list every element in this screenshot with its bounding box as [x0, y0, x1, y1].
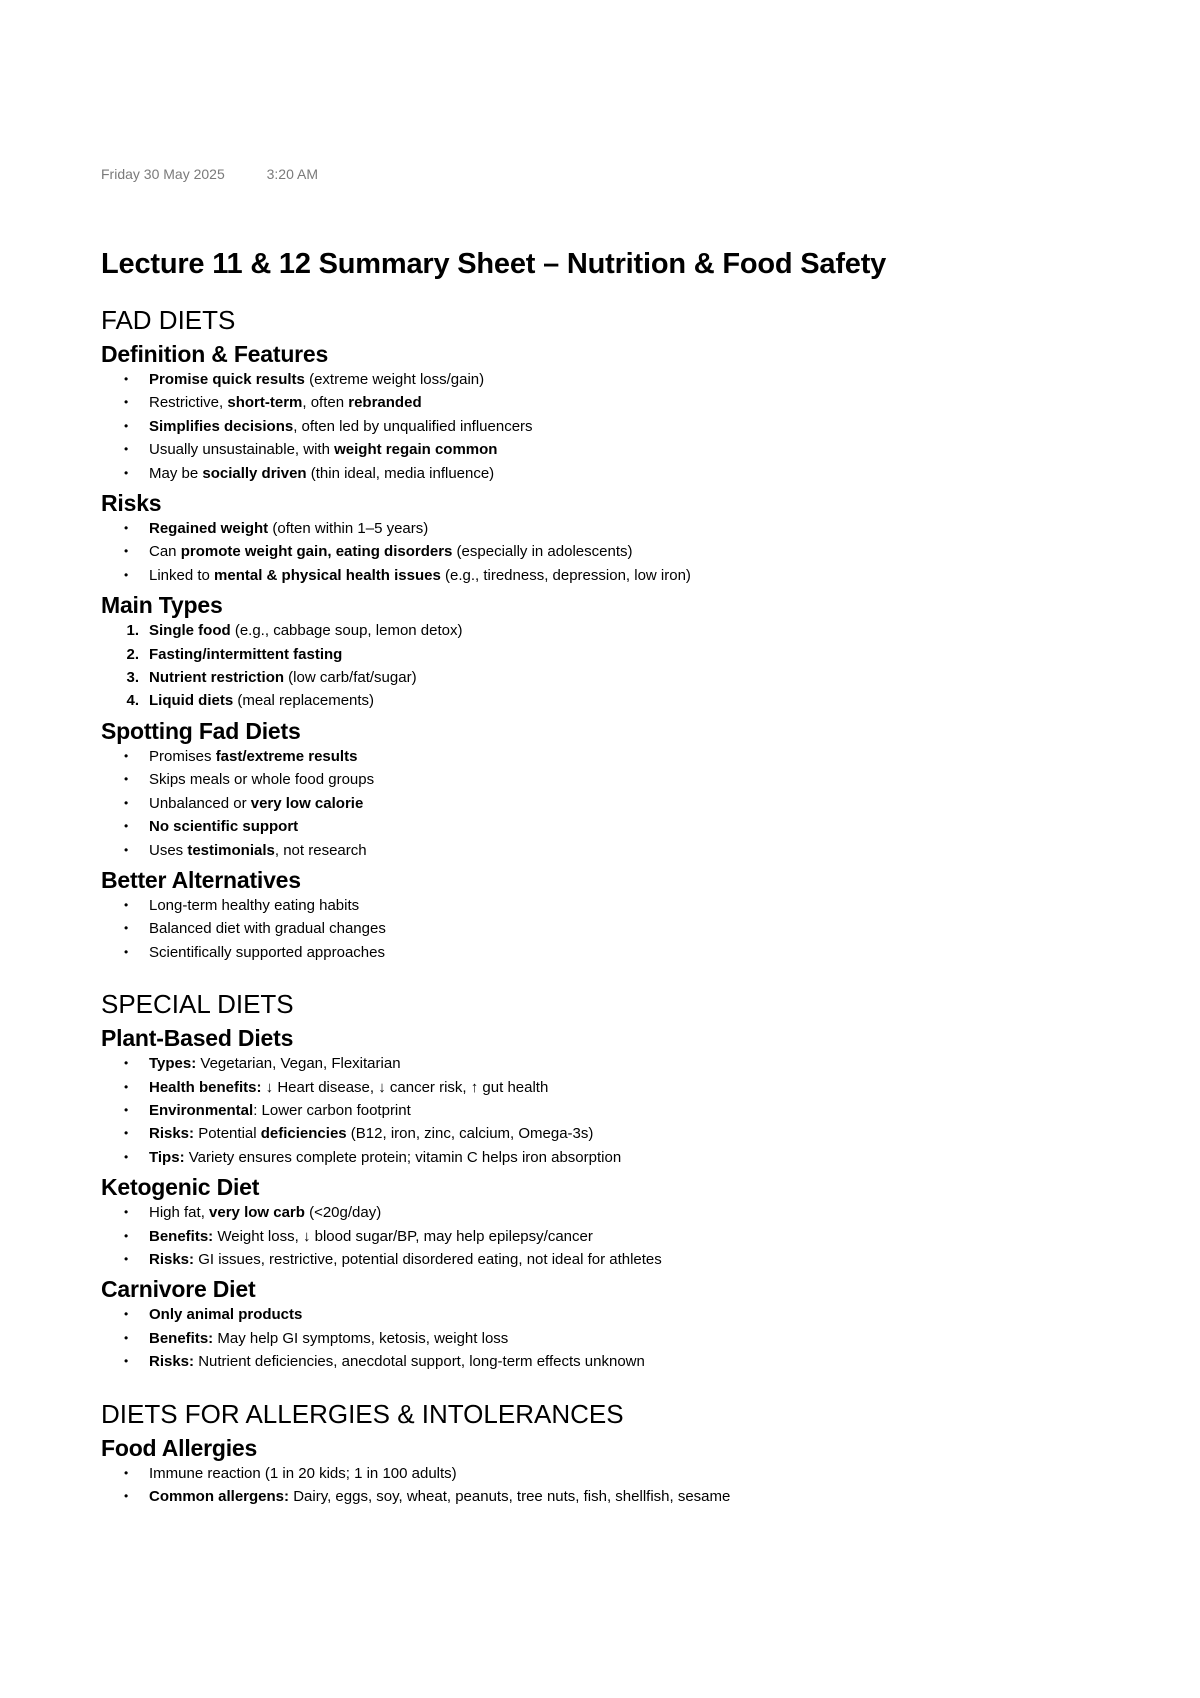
bold-text: very low calorie [250, 794, 364, 812]
document-page [101, 164, 1141, 1508]
item-text: (thin ideal, media influence) [306, 464, 495, 482]
bullet-icon: • [124, 1489, 129, 1503]
subheading-main-types: Main Types [101, 592, 223, 619]
item-text: , often [302, 394, 349, 412]
bullet-icon: • [124, 819, 129, 834]
bullet-icon: • [124, 944, 129, 959]
bullet-list [101, 368, 1141, 485]
list-number: 2. [126, 645, 139, 663]
bullet-icon: • [124, 1149, 129, 1164]
bullet-icon: • [124, 1056, 129, 1071]
bold-text: Types: [149, 1055, 197, 1073]
list-item [101, 894, 1141, 917]
subheading-ketogenic-diet: Ketogenic Diet [101, 1174, 260, 1201]
list-number: 3. [126, 669, 139, 687]
item-text: Weight loss, ↓ blood sugar/BP, may help epilepsy/cancer [213, 1227, 593, 1245]
bullet-icon: • [124, 1330, 129, 1345]
list-item [101, 689, 1141, 712]
item-text: Can [149, 543, 181, 561]
bold-text: Simplifies decisions [149, 417, 294, 435]
list-item [101, 1099, 1141, 1122]
item-text: (<20g/day) [304, 1204, 382, 1222]
bold-text: deficiencies [260, 1125, 347, 1143]
bold-text: Risks: [149, 1125, 195, 1143]
list-item [101, 941, 1141, 964]
list-item [101, 368, 1141, 391]
subheading-carnivore-diet: Carnivore Diet [101, 1276, 256, 1303]
bold-text: Regained weight [149, 520, 269, 538]
item-text: High fat, [149, 1204, 210, 1222]
item-text: Promises [149, 747, 216, 765]
item-text: Dairy, eggs, soy, wheat, peanuts, tree nuts, fish, shellfish, sesame [289, 1488, 731, 1505]
item-text: (e.g., tiredness, depression, low iron) [440, 566, 691, 584]
bold-text: Health benefits: [149, 1078, 262, 1096]
bold-text: Fasting/intermittent fasting [149, 645, 343, 663]
bullet-icon: • [124, 1102, 129, 1117]
item-text: Vegetarian, Vegan, Flexitarian [196, 1055, 401, 1073]
bullet-list [101, 517, 1141, 587]
item-text: (especially in adolescents) [452, 543, 633, 561]
bold-text: very low carb [209, 1204, 305, 1222]
item-text: (B12, iron, zinc, calcium, Omega-3s) [346, 1125, 594, 1143]
item-text: Usually unsustainable, with [149, 441, 335, 459]
subheading-spotting-fad-diets: Spotting Fad Diets [101, 717, 301, 744]
page-time: 3:20 AM [266, 166, 318, 182]
item-text: (meal replacements) [233, 692, 375, 710]
bold-text: Common allergens: [149, 1488, 290, 1505]
item-text: Balanced diet with gradual changes [149, 920, 386, 938]
bold-text: Risks: [149, 1250, 195, 1268]
numbered-list [101, 619, 1141, 713]
list-item [101, 438, 1141, 461]
list-item [101, 1303, 1141, 1326]
bold-text: promote weight gain, eating disorders [180, 543, 453, 561]
bullet-icon: • [124, 842, 129, 857]
page-date: Friday 30 May 2025 [101, 166, 225, 182]
bullet-list [101, 894, 1141, 964]
subheading-food-allergies: Food Allergies [101, 1434, 258, 1461]
page-title: Lecture 11 & 12 Summary Sheet – Nutrition & Food Safety [101, 248, 887, 280]
list-item [101, 462, 1141, 485]
bullet-icon: • [124, 1465, 129, 1480]
bullet-icon: • [124, 1126, 129, 1141]
list-item [101, 815, 1141, 838]
list-item [101, 917, 1141, 940]
bold-text: socially driven [202, 464, 307, 482]
subheading-plant-based-diets: Plant-Based Diets [101, 1025, 294, 1052]
list-item [101, 1327, 1141, 1350]
item-text: ↓ Heart disease, ↓ cancer risk, ↑ gut health [261, 1078, 549, 1096]
bullet-icon: • [124, 418, 129, 433]
list-item [101, 1076, 1141, 1099]
item-text: Uses [149, 841, 188, 859]
list-item [101, 1201, 1141, 1224]
list-item [101, 745, 1141, 768]
list-item [101, 391, 1141, 414]
list-item [101, 1350, 1141, 1373]
subheading-definition-features: Definition & Features [101, 341, 329, 367]
bold-text: Single food [149, 622, 231, 640]
item-text: Skips meals or whole food groups [149, 771, 375, 789]
list-item [101, 1052, 1141, 1075]
item-text: (e.g., cabbage soup, lemon detox) [230, 622, 463, 640]
bold-text: Benefits: [149, 1329, 214, 1347]
bullet-icon: • [124, 465, 129, 480]
bold-text: fast/extreme results [215, 747, 358, 765]
section-heading-fad-diets: FAD DIETS [101, 305, 236, 335]
bold-text: mental & physical health issues [214, 566, 441, 584]
list-item [101, 768, 1141, 791]
bold-text: Risks: [149, 1353, 195, 1371]
bullet-list [101, 1462, 1141, 1509]
bullet-icon: • [124, 1307, 129, 1322]
item-text: Potential [194, 1125, 261, 1143]
item-text: , not research [274, 841, 367, 859]
bold-text: Nutrient restriction [149, 669, 285, 687]
bullet-icon: • [124, 921, 129, 936]
item-text: (low carb/fat/sugar) [284, 669, 417, 687]
list-item [101, 619, 1141, 642]
item-text: Immune reaction (1 in 20 kids; 1 in 100 adults) [149, 1464, 457, 1482]
list-item [101, 1462, 1141, 1485]
bold-text: Tips: [149, 1148, 185, 1166]
bullet-list [101, 745, 1141, 862]
bullet-icon: • [124, 567, 129, 582]
list-item [101, 415, 1141, 438]
item-text: Restrictive, [149, 394, 228, 412]
bullet-icon: • [124, 1205, 129, 1220]
bullet-icon: • [124, 795, 129, 810]
list-item [101, 666, 1141, 689]
bold-text: Promise quick results [149, 371, 305, 388]
list-item [101, 1485, 1141, 1508]
bullet-icon: • [124, 521, 129, 536]
item-text: Nutrient deficiencies, anecdotal support, long-term effects unknown [194, 1353, 645, 1371]
bullet-list [101, 1052, 1141, 1169]
item-text: (extreme weight loss/gain) [304, 371, 485, 388]
bullet-icon: • [124, 395, 129, 410]
bullet-icon: • [124, 442, 129, 457]
bullet-icon: • [124, 748, 129, 763]
list-item [101, 1225, 1141, 1248]
list-item [101, 1122, 1141, 1145]
item-text: : Lower carbon footprint [253, 1101, 411, 1119]
item-text: Scientifically supported approaches [149, 943, 385, 961]
subheading-risks: Risks [101, 490, 162, 517]
item-text: Linked to [149, 566, 215, 584]
list-item [101, 1248, 1141, 1271]
bullet-icon: • [124, 544, 129, 559]
bullet-icon: • [124, 372, 129, 386]
item-text: Unbalanced or [149, 794, 251, 812]
subheading-better-alternatives: Better Alternatives [101, 866, 301, 893]
bullet-icon: • [124, 1228, 129, 1243]
item-text: Variety ensures complete protein; vitamin C helps iron absorption [184, 1148, 622, 1166]
list-item [101, 540, 1141, 563]
bold-text: short-term [227, 394, 303, 412]
bold-text: Liquid diets [149, 692, 234, 710]
bold-text: No scientific support [149, 818, 299, 836]
list-item [101, 564, 1141, 587]
list-number: 4. [126, 692, 139, 710]
bullet-icon: • [124, 1354, 129, 1369]
bold-text: Environmental [149, 1101, 254, 1119]
bold-text: Benefits: [149, 1227, 214, 1245]
page-metadata [101, 164, 1141, 184]
item-text: May help GI symptoms, ketosis, weight loss [213, 1329, 509, 1347]
list-item [101, 643, 1141, 666]
list-item [101, 1146, 1141, 1169]
bullet-icon: • [124, 1079, 129, 1094]
item-text: Long-term healthy eating habits [149, 896, 360, 914]
bullet-icon: • [124, 897, 129, 912]
bold-text: rebranded [348, 394, 422, 412]
item-text: (often within 1–5 years) [268, 520, 429, 538]
item-text: , often led by unqualified influencers [293, 417, 533, 435]
bullet-icon: • [124, 1251, 129, 1266]
item-text: May be [149, 464, 203, 482]
list-item [101, 839, 1141, 862]
list-item [101, 792, 1141, 815]
section-heading-allergies-intolerances: DIETS FOR ALLERGIES & INTOLERANCES [101, 1398, 624, 1429]
list-item [101, 517, 1141, 540]
bold-text: weight regain common [334, 441, 498, 459]
bullet-list [101, 1201, 1141, 1271]
section-heading-special-diets: SPECIAL DIETS [101, 989, 294, 1020]
list-number: 1. [126, 622, 139, 640]
bullet-list [101, 1303, 1141, 1373]
bold-text: Only animal products [149, 1306, 303, 1324]
bold-text: testimonials [187, 841, 275, 859]
item-text: GI issues, restrictive, potential disordered eating, not ideal for athletes [194, 1250, 662, 1268]
bullet-icon: • [124, 772, 129, 787]
